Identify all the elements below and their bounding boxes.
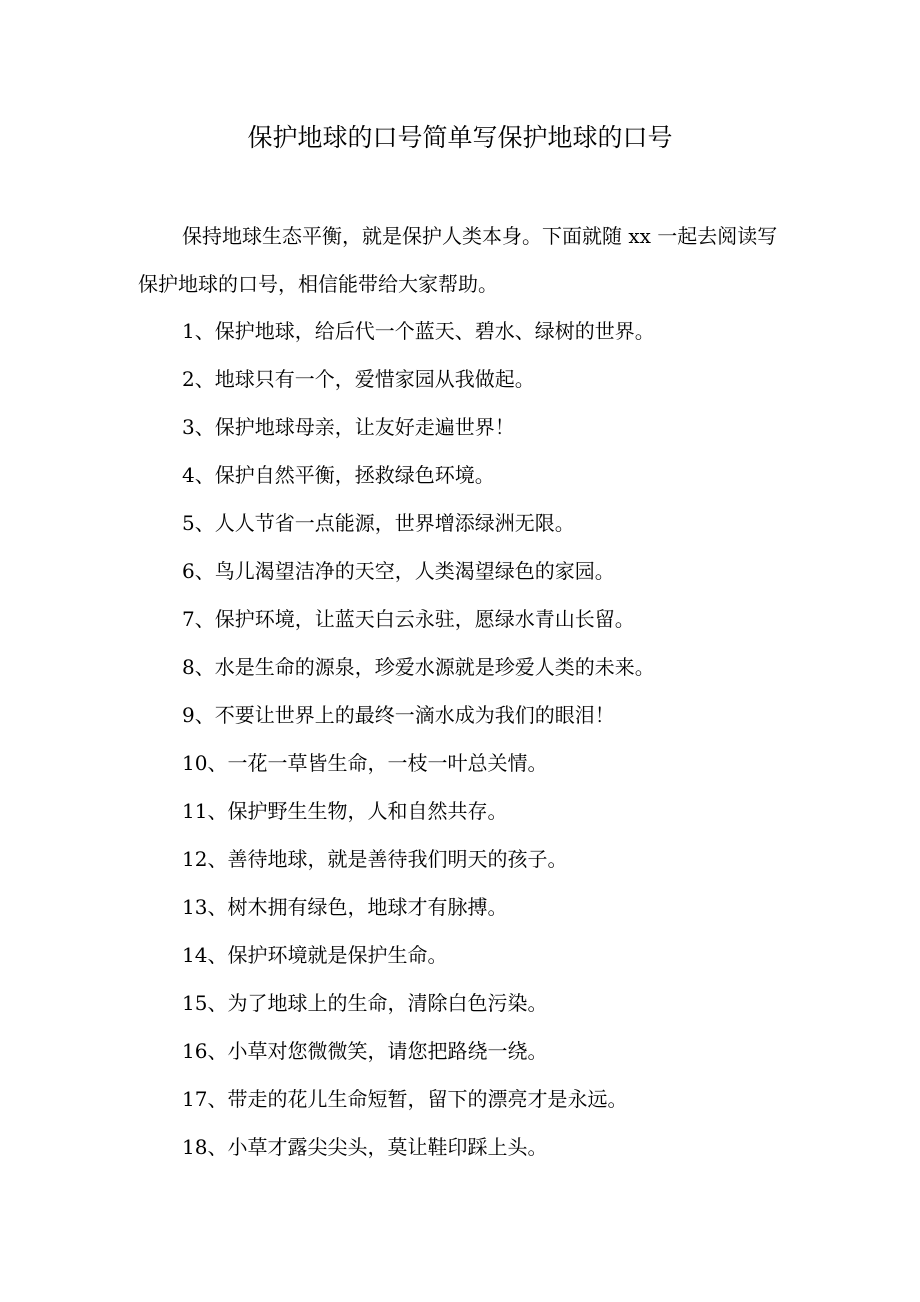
slogan-item: 5、人人节省一点能源，世界增添绿洲无限。: [182, 511, 575, 535]
slogan-item: 2、地球只有一个，爱惜家园从我做起。: [182, 367, 535, 391]
slogan-item: 6、鸟儿渴望洁净的天空，人类渴望绿色的家园。: [182, 559, 615, 583]
slogan-list: [182, 307, 655, 1171]
slogan-item: 7、保护环境，让蓝天白云永驻，愿绿水青山长留。: [182, 607, 635, 631]
slogan-item: 12、善待地球，就是善待我们明天的孩子。: [182, 847, 568, 871]
page-title: 保护地球的口号简单写保护地球的口号: [247, 123, 673, 152]
slogan-item: 13、树木拥有绿色，地球才有脉搏。: [182, 895, 508, 919]
slogan-item: 8、水是生命的源泉，珍爱水源就是珍爱人类的未来。: [182, 655, 655, 679]
intro-paragraph: 保持地球生态平衡，就是保护人类本身。下面就随 xx 一起去阅读写保护地球的口号，相信能带给大家帮助。: [138, 224, 778, 296]
slogan-item: 1、保护地球，给后代一个蓝天、碧水、绿树的世界。: [182, 319, 655, 343]
slogan-item: 15、为了地球上的生命，清除白色污染。: [182, 991, 548, 1015]
slogan-item: 11、保护野生生物，人和自然共存。: [182, 799, 508, 823]
slogan-item: 17、带走的花儿生命短暂，留下的漂亮才是永远。: [182, 1087, 628, 1111]
slogan-item: 3、保护地球母亲，让友好走遍世界！: [182, 415, 515, 439]
slogan-item: 14、保护环境就是保护生命。: [182, 943, 448, 967]
slogan-item: 18、小草才露尖尖头，莫让鞋印踩上头。: [182, 1135, 548, 1159]
slogan-item: 4、保护自然平衡，拯救绿色环境。: [182, 463, 495, 487]
slogan-item: 10、一花一草皆生命，一枝一叶总关情。: [182, 751, 548, 775]
slogan-item: 9、不要让世界上的最终一滴水成为我们的眼泪！: [182, 703, 615, 727]
slogan-item: 16、小草对您微微笑，请您把路绕一绕。: [182, 1039, 548, 1063]
